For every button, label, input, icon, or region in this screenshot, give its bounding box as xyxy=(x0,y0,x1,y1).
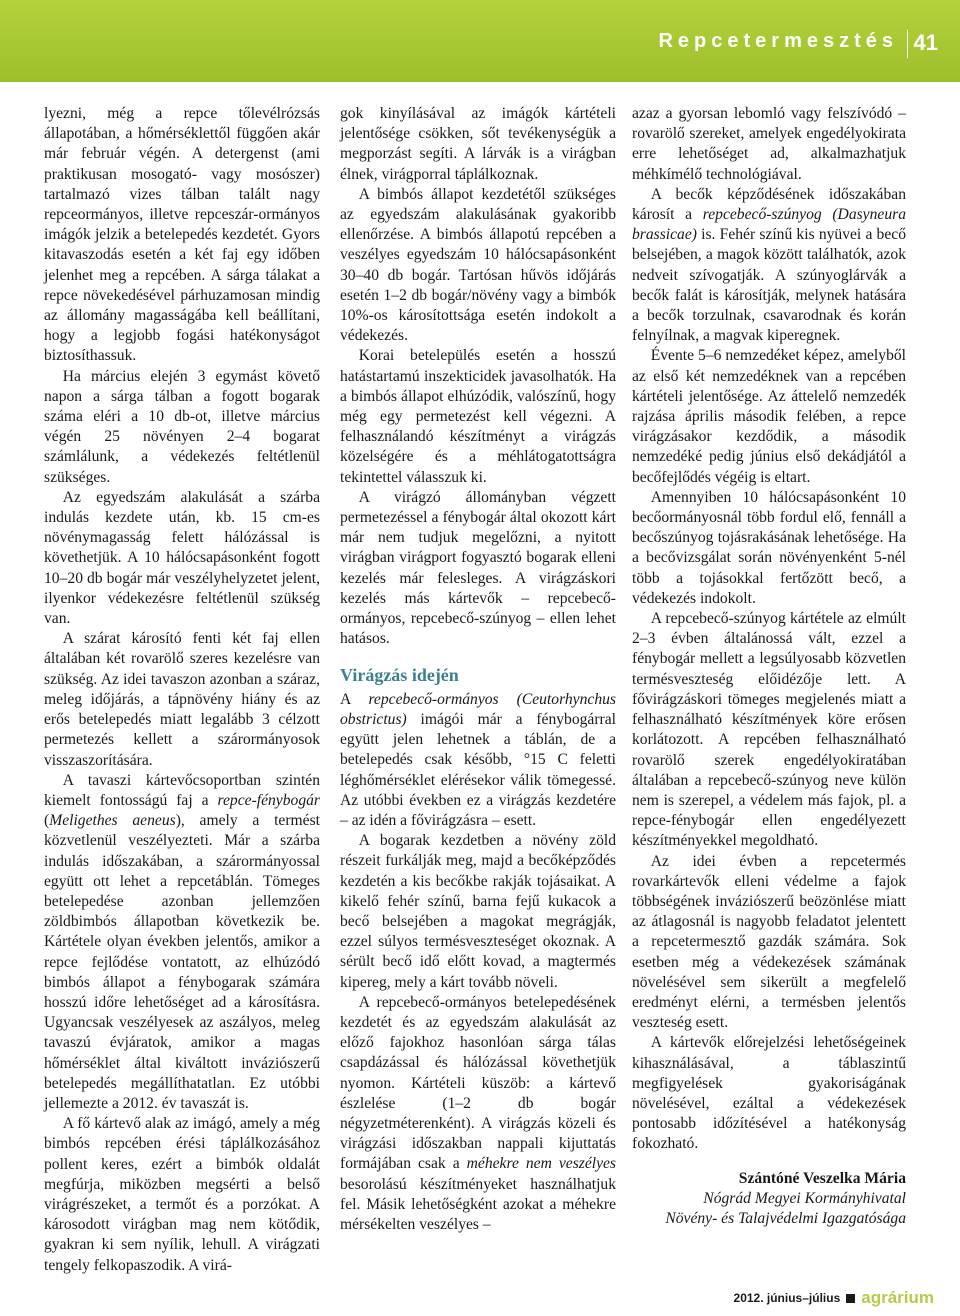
author-department: Növény- és Talajvédelmi Igazgatósága xyxy=(665,1209,906,1227)
col2-paragraph-5 xyxy=(340,690,616,831)
col2-p5-species: repcebecő-ormányos (Ceutorhynchus obstrictus) xyxy=(340,690,616,728)
col2-paragraph-2: A bimbós állapot kezdetétől szükséges az egyedszám alakulásának gyakoribb ellenőrzése. A bimbós állapotú repcében a veszélyes egyedszám 10 hálócsapásonként 30–40 db bogár. Tartósan hűvös időjárás esetén 1–2 db bogár/növény vagy a bimbók 10%-os károsítottsága esetén indokolt a védekezés. xyxy=(340,185,616,345)
col2-paragraph-7 xyxy=(340,993,616,1235)
col1-paragraph-2: Ha március elején 3 egymást követő napon a sárga tálban a fogott bogarak száma eléri a 10 db-ot, illetve március végén 25 növényen 2–4 bogarat számlálunk, a védekezés feltétlenül szükséges. xyxy=(44,367,320,486)
footer-date: 2012. június–július xyxy=(733,1291,841,1305)
col1-p5-species-common: repce-fénybogár xyxy=(217,791,320,809)
col3-paragraph-1: azaz a gyorsan lebomló vagy felszívódó – rovarölő szereket, amelyek engedélyokirata erre lehetőséget ad, alkalmazhatjuk méhkímélő technológiával. xyxy=(632,105,906,183)
col3-p2-species: repcebecő-szúnyog (Dasyneura brassicae) xyxy=(632,206,906,244)
col1-p5-text-e: ), amely a termést közvetlenül veszélyezteti. Már a szárba indulás időszakában, a szárormányossal együtt ott lehet a repcetáblán. Tömeges betelepedése azonban jellemzően zöldbimbós állapotban következik be. Kártétele olyan években jelentős, amikor a repce fejlődése vontatott, az elhúzódó bimbós állapot a fénybogarak számára hosszú időre lehetőséget ad a károsításra. Ugyancsak veszélyesek az aszályos, meleg tavaszú évjáratok, amikor a magas hőmérséklet által kiváltott inváziószerű betelepedés megállíthatatlan. Ez utóbbi jellemezte a 2012. év tavaszát is. xyxy=(44,812,320,1112)
col1-paragraph-4: A szárat károsító fenti két faj ellen általában két rovarölő szeres kezelésre van szükség. Az idei tavaszon azonban a száraz, meleg időjárás, a tápnövény hiány és az erős betelepedés miatt legalább 3 célzott permetezés kellett a szárormányosok visszaszorítására. xyxy=(44,630,320,769)
col3-paragraph-7: A kártevők előrejelzési lehetőségeinek kihasználásával, a táblaszintű megfigyelések gyakoriságának növelésével, ezáltal a védekezések pontosabb időzítésével a hatékonyság fokozható. xyxy=(632,1034,906,1153)
col2-paragraph-3: Korai betelepülés esetén a hosszú hatástartamú inszekticidek javasolhatók. Ha a bimbós állapot elhúzódik, valószínű, hogy még egy permetezést kell végezni. A felhasználandó készítményt a virágzás közelségére és a méhlátogatottságra tekintettel válasszuk ki. xyxy=(340,347,616,486)
col3-paragraph-4: Amennyiben 10 hálócsapásonként 10 becőormányosnál több fordul elő, fennáll a becőszúnyog tojásrakásának lehetősége. Ha a becővizsgálat során növényenként 5-nél több a tojásokkal fertőzött becő, a védekezés indokolt. xyxy=(632,488,906,607)
col1-p5-text-a: A tavaszi kártevőcsoportban szintén kiemelt fontosságú faj a xyxy=(44,771,320,809)
col2-p7-text-c: besorolású készítményeket használhatjuk fel. Másik lehetőségként azokat a méhekre mérsékelten veszélyes – xyxy=(340,1175,616,1233)
col2-paragraph-6: A bogarak kezdetben a növény zöld részeit furkálják meg, majd a becőképződés kezdetén a kis becőkbe rakják tojásaikat. A kikelő fehér színű, barna fejű kukacok a becő belsejében a magokat megrágják, ezzel súlyos termésveszteséget okoznak. A sérült becő idő előtt kovad, a magtermés kipereg, mely a kárt tovább növeli. xyxy=(340,832,616,991)
footer-brand-logo: agrárium xyxy=(861,1288,934,1307)
col1-p5-species-latin: Meligethes aeneus xyxy=(49,812,176,830)
col1-paragraph-3: Az egyedszám alakulását a szárba indulás kezdete után, kb. 15 cm-es növénymagasság felett hálózással is követhetjük. A 10 hálócsapásonként fogott 10–20 db bogár már veszélyhelyzetet jelent, ilyenkor védekezésre feltétlenül szükség van. xyxy=(44,488,320,628)
section-title: Repcetermesztés xyxy=(658,30,898,52)
col3-paragraph-5: A repcebecő-szúnyog kártétele az elmúlt 2–3 évben általánossá vált, ezzel a fénybogár mellett a legsúlyosabb közvetlen termésveszteség előidézője lett. A fővirágzáskori tömeges megjelenés miatt a felhasználható készítmények köre erősen korlátozott. A repcében felhasználható rovarölő szerek engedélyokiratában általában a repcebecő-szúnyog neve külön nem is szerepel, a védelem más fajok, pl. a repce-fénybogár ellen engedélyezett készítményekkel megoldható. xyxy=(632,610,906,850)
column-1 xyxy=(44,104,320,1276)
col3-paragraph-6: Az idei évben a repcetermés rovarkártevők elleni védelme a fajok többségének inváziószerű beözönlése miatt az átlagosnál is nagyobb feladatot jelentett a repcetermesztő gazdák számára. Sok esetben még a védekezések számának növelésével sem sikerült a megfelelő eredményt elérni, a termésben jelentős veszteség esett. xyxy=(632,852,906,1032)
col3-paragraph-3: Évente 5–6 nemzedéket képez, amelyből az első két nemzedéknek van a repcében kártételi jelentősége. Az áttelelő nemzedék rajzása április második felében, a repce virágzásakor kezdődik, a második nemzedéké pedig június első dekádjától a becőfejlődés végéig is eltart. xyxy=(632,347,906,486)
col2-p7-text-a: A repcebecő-ormányos betelepedésének kezdetét és az egyedszám alakulását az előző fajokhoz hasonlóan sárga tálas csapdázással és hálózással követhetjük nyomon. Kártételi küszöb: a kártevő észlelése (1–2 db bogár négyzetméterenként). A virágzás közeli és virágzási időszakban nappali kijuttatás formájában csak a xyxy=(340,993,616,1173)
col1-paragraph-6: A fő kártevő alak az imágó, amely a még bimbós repcében érési táplálkozásához pollent keres, ezért a bimbók oldalát megfúrja, miközben megsérti a belső virágrészeket, a termőt és a porzókat. A károsodott virágban mag nem kötődik, gyakran ki sem nyílik, lehull. A virágzati tengely felkopaszodik. A virá- xyxy=(44,1115,320,1274)
footer xyxy=(734,1288,934,1308)
col2-p7-emphasis: méhekre nem veszélyes xyxy=(466,1155,617,1173)
author-block xyxy=(632,1169,906,1230)
column-2 xyxy=(340,104,616,1235)
col3-paragraph-2 xyxy=(632,185,906,347)
col2-paragraph-4: A virágzó állományban végzett permetezéssel a fénybogár által okozott kárt már nem tudjuk megelőzni, a nyitott virágban virágport fogyasztó bogarak elleni kezelés már felesleges. A virágzáskori kezelés más kártevők – repcebecő-ormányos, repcebecő-szúnyog – ellen lehet hatásos. xyxy=(340,488,616,648)
page-number: 41 xyxy=(913,30,938,55)
col1-p5-text-c: ( xyxy=(44,812,50,830)
col2-paragraph-1: gok kinyílásával az imágók kártételi jelentősége csökken, sőt tevékenységük a megporzást segíti. A lárvák is a virágban élnek, virágporral táplálkoznak. xyxy=(340,105,616,183)
author-organization: Nógrád Megyei Kormányhivatal xyxy=(703,1189,906,1207)
col2-p5-text-a: A xyxy=(340,690,369,708)
author-name: Szántóné Veszelka Mária xyxy=(738,1169,906,1187)
column-3 xyxy=(632,104,906,1229)
col2-p5-text-c: imágói már a fénybogárral együtt jelen lehetnek a táblán, de a betelepedés csak később, °15 C feletti léghőmérséklet elérésekor válik tömegessé. Az utóbbi években ez a virágzás kezdetére – az idén a fővirágzásra – esett. xyxy=(340,710,616,829)
col3-p2-text-c: is. Fehér színű kis nyüvei a becő belsejében, a magok között találhatók, azok nedveit szívogatják. A szúnyoglárvák a becők falát is károsítják, melynek hatására a becők torzulnak, csavarodnak és korán felnyílnak, a magvak kiperegnek. xyxy=(632,226,906,345)
col1-paragraph-1: lyezni, még a repce tőlevélrózsás állapotában, a hőmérséklettől függően akár már február végén. A detergenst (ami praktikusan mosogató- vagy mosószer) tartalmazó vizes tálban talált nagy repceormányos, illetve repceszár-ormányos imágók jelzik a betelepedés kezdetét. Gyors kitavaszodás esetén a két faj egy időben jelenhet meg a repcében. A sárga tálakat a repce növekedésével párhuzamosan mindig az állomány magasságába kell beállítani, hogy a legjobb fogási hatékonyságot biztosíthassuk. xyxy=(44,105,320,365)
col1-paragraph-5 xyxy=(44,771,320,1114)
footer-square-icon xyxy=(846,1294,855,1303)
section-heading-viragzas: Virágzás idején xyxy=(340,665,459,686)
header-divider xyxy=(907,30,909,58)
col3-p2-text-a: A becők képződésének időszakában károsít a xyxy=(632,185,906,224)
